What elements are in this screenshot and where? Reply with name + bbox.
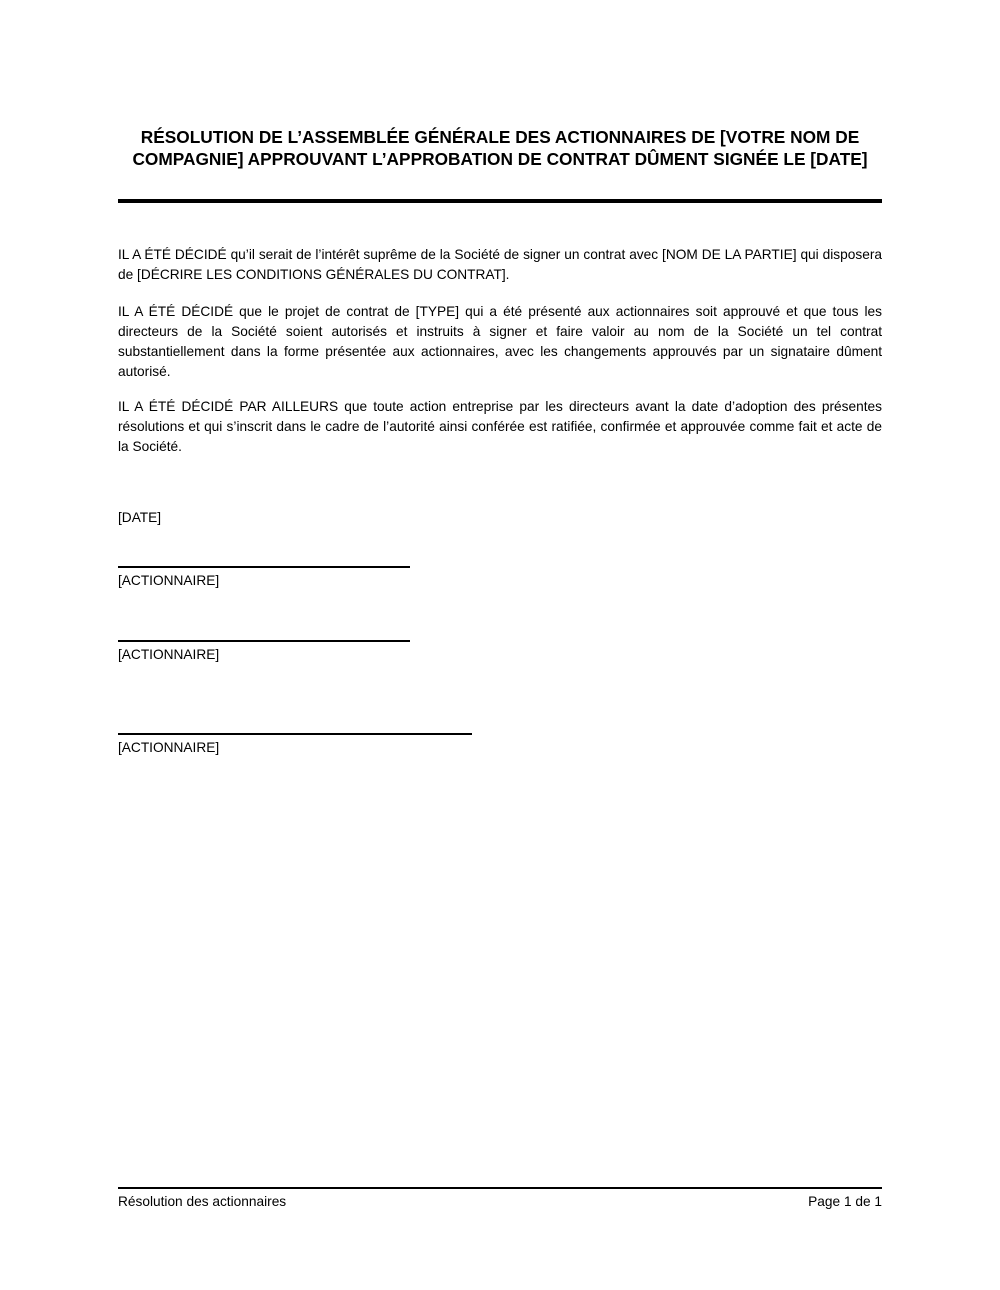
signature-label-1: [ACTIONNAIRE] [118, 573, 220, 588]
signature-block-2 [118, 640, 410, 665]
date-placeholder: [DATE] [118, 510, 162, 525]
document-title: RÉSOLUTION DE L’ASSEMBLÉE GÉNÉRALE DES ACTIONNAIRES DE [VOTRE NOM DE COMPAGNIE] APPROUVANT L’APPROBATION DE CONTRAT DÛMENT SIGNÉE LE [DATE] [132, 127, 868, 169]
document-content [0, 126, 1000, 758]
signature-label-3: [ACTIONNAIRE] [118, 740, 220, 755]
title-divider-rule [118, 199, 882, 203]
footer-document-name: Résolution des actionnaires [118, 1194, 287, 1209]
signature-label-2: [ACTIONNAIRE] [118, 647, 220, 662]
signature-line-2 [118, 640, 410, 642]
resolution-paragraph-3: IL A ÉTÉ DÉCIDÉ PAR AILLEURS que toute action entreprise par les directeurs avant la date d’adoption des présentes résolutions et qui s’inscrit dans le cadre de l’autorité ainsi conférée est ratifiée, confirmée et approuvée comme fait et acte de la Société. [118, 399, 882, 454]
signature-block-3 [118, 733, 472, 758]
footer-divider-rule [118, 1187, 882, 1189]
footer-row [118, 1193, 882, 1211]
resolution-paragraph-1: IL A ÉTÉ DÉCIDÉ qu’il serait de l’intérêt suprême de la Société de signer un contrat avec [NOM DE LA PARTIE] qui disposera de [DÉCRIRE LES CONDITIONS GÉNÉRALES DU CONTRAT]. [118, 247, 882, 282]
signature-line-3 [118, 733, 472, 735]
resolution-paragraph-2: IL A ÉTÉ DÉCIDÉ que le projet de contrat de [TYPE] qui a été présenté aux actionnaires soit approuvé et que tous les directeurs de la Société soient autorisés et instruits à signer et faire valoir au nom de la Société un tel contrat substantiellement dans la forme présentée aux actionnaires, avec les changements approuvés par un signataire dûment autorisé. [118, 304, 882, 379]
footer-page-number: Page 1 de 1 [808, 1194, 882, 1209]
page-footer [118, 1187, 882, 1211]
signature-block-1 [118, 566, 410, 591]
signature-line-1 [118, 566, 410, 568]
